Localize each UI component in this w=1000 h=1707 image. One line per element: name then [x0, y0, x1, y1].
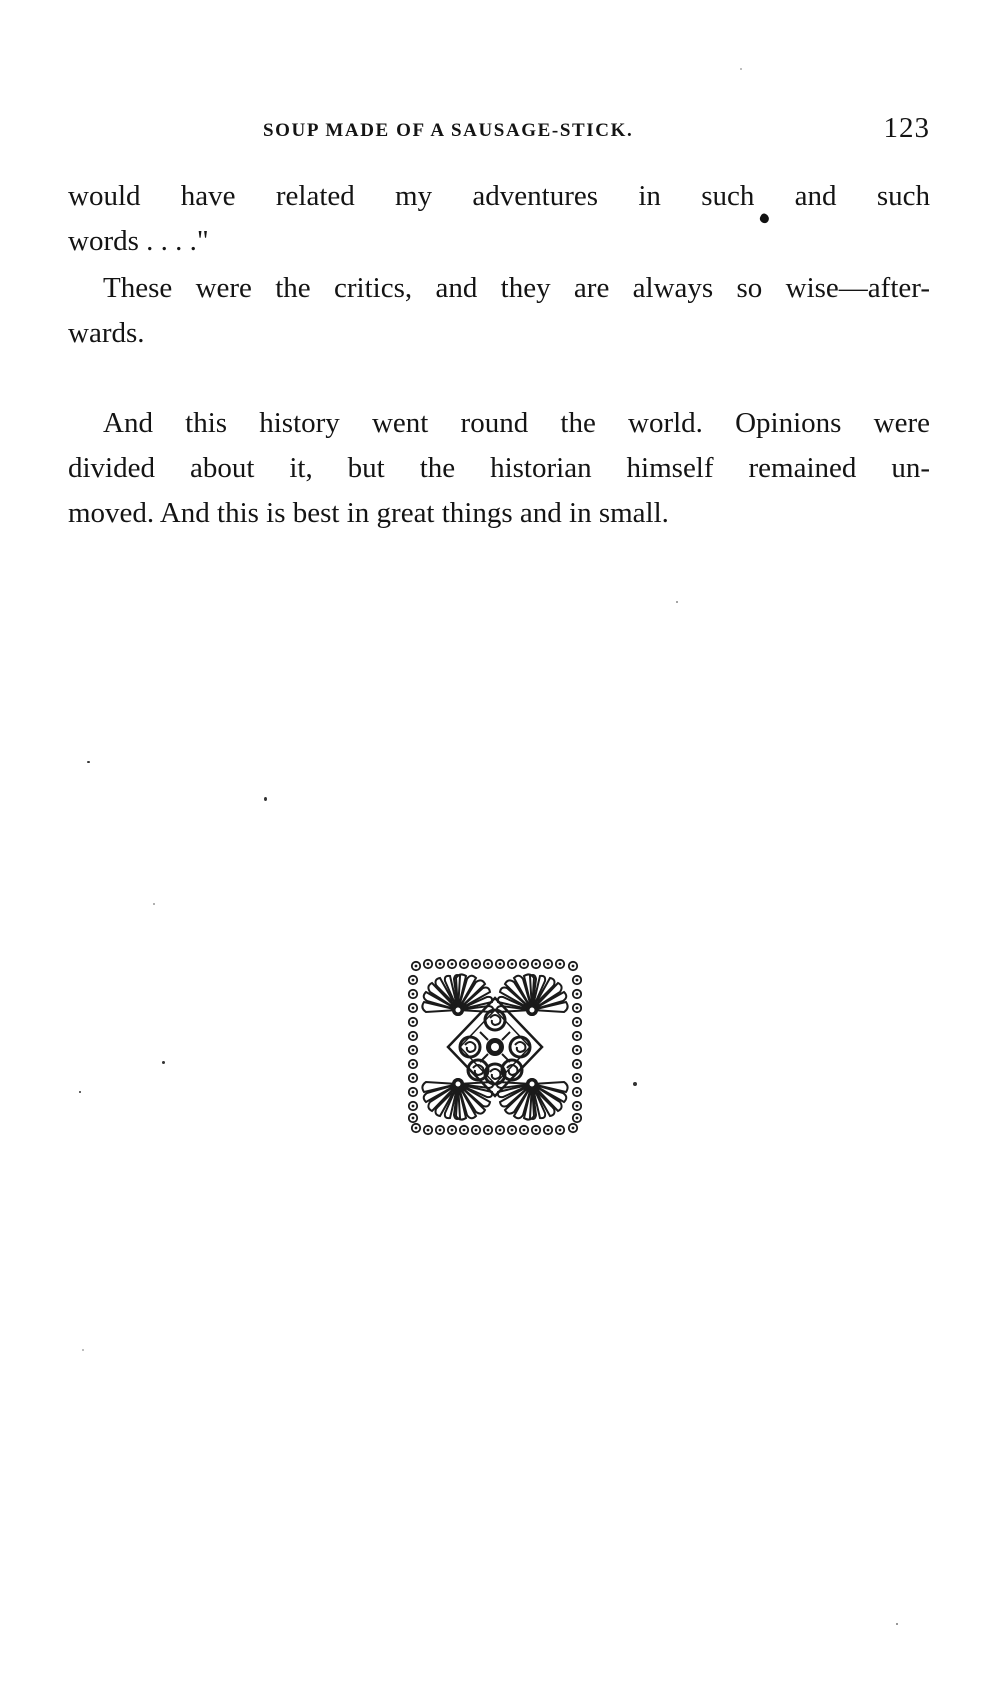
paragraph-critics-words: [68, 174, 930, 264]
page-number: 123: [883, 112, 930, 144]
floral-tailpiece-ornament-icon: [408, 958, 582, 1136]
text-line: moved. And this is best in great things and in small.: [68, 497, 669, 529]
paper-speck: [740, 68, 742, 70]
paper-speck: [87, 761, 90, 763]
paragraph-critics-wise: [68, 266, 930, 356]
paper-speck: [162, 1061, 165, 1064]
paper-speck: [82, 1349, 84, 1351]
running-head: [68, 112, 930, 146]
paper-speck: [676, 601, 678, 603]
paragraph-history-world: [68, 401, 930, 536]
paper-speck: [896, 1623, 898, 1625]
text-line: words . . . .": [68, 225, 209, 257]
text-line: wards.: [68, 317, 145, 349]
text-line: would have related my adventures in such and such: [68, 180, 930, 212]
text-line: divided about it, but the historian himself remained un-: [68, 452, 930, 484]
text-line: And this history went round the world. Opinions were: [103, 407, 930, 439]
paper-speck: [153, 903, 155, 905]
paper-speck: [633, 1082, 637, 1086]
paper-speck: [79, 1091, 81, 1093]
text-line: These were the critics, and they are always so wise—after-: [103, 272, 930, 304]
running-title: SOUP MADE OF A SAUSAGE-STICK.: [263, 120, 634, 141]
paper-speck: [264, 797, 267, 801]
